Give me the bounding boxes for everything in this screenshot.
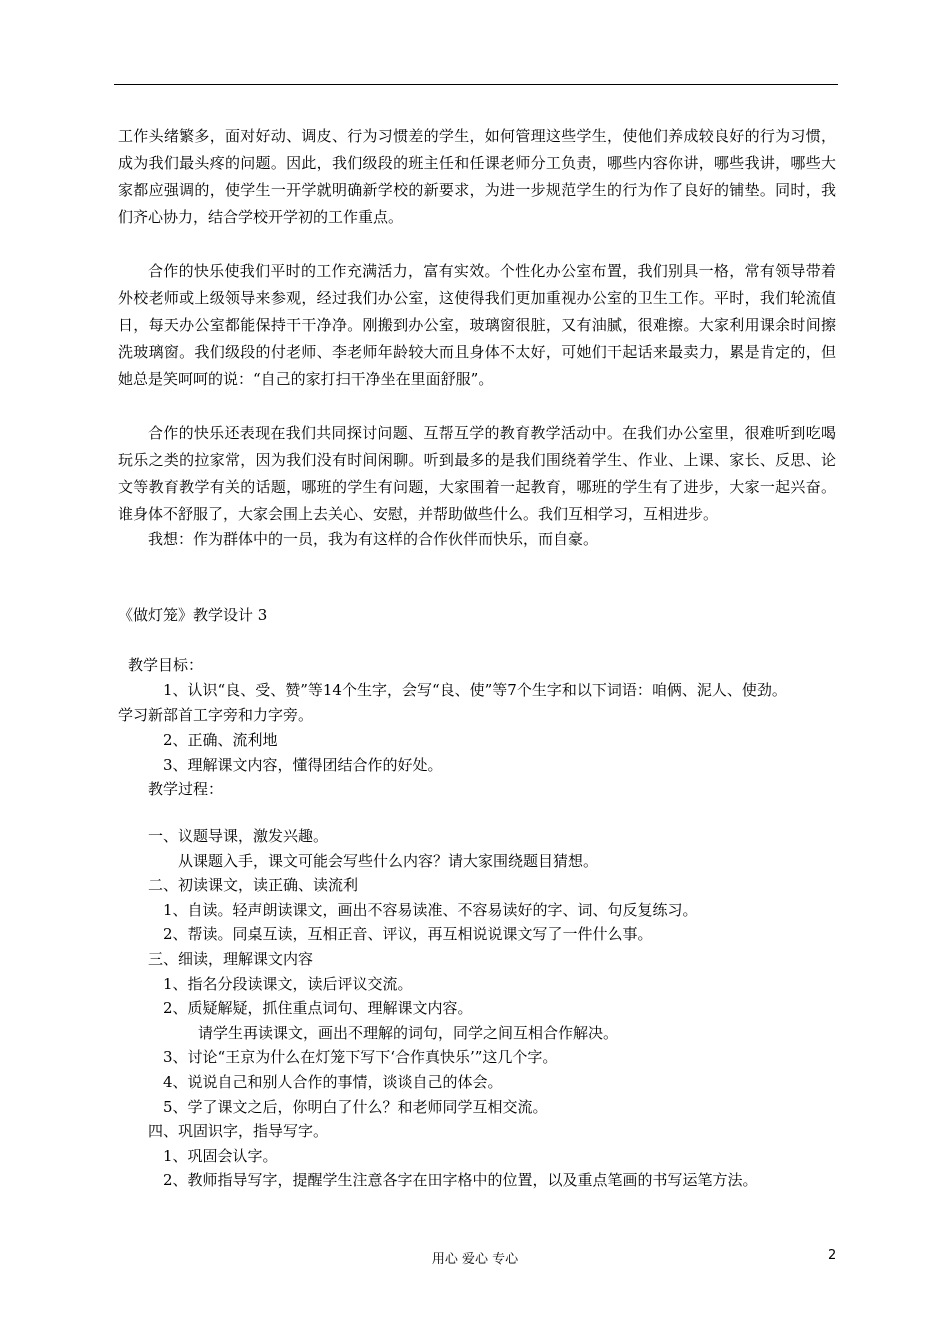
process-step: 5、学了课文之后，你明白了什么？和老师同学互相交流。 (163, 1098, 548, 1116)
process-step: 三、细读，理解课文内容 (148, 950, 314, 968)
process-step: 从课题入手，课文可能会写些什么内容？请大家围绕题目猜想。 (178, 852, 599, 870)
paragraph-4 (118, 526, 836, 553)
process-step: 1、巩固会认字。 (163, 1147, 278, 1165)
paragraph-3-text: 合作的快乐还表现在我们共同探讨问题、互帮互学的教育教学活动中。在我们办公室里，很难听到吃喝玩乐之类的拉家常，因为我们没有时间闲聊。听到最多的是我们围绕着学生、作业、上课、家长、反思、论文等教育教学有关的话题，哪班的学生有问题，大家围着一起教育，哪班的学生有了进步，大家一起兴奋。谁身体不舒服了，大家会围上去关心、安慰，并帮助做些什么。我们互相学习，互相进步。 (118, 424, 836, 523)
header-rule (114, 84, 838, 85)
process-step: 二、初读课文，读正确、读流利 (148, 876, 359, 894)
process-step: 四、巩固识字，指导写字。 (148, 1122, 329, 1140)
process-step: 3、讨论“王京为什么在灯笼下写下‘合作真快乐’”这几个字。 (163, 1048, 558, 1066)
process-step: 1、自读。轻声朗读课文，画出不容易读准、不容易读好的字、词、句反复练习。 (163, 901, 698, 919)
goals-heading: 教学目标： (128, 656, 204, 674)
goal-1-continued: 学习新部首工字旁和力字旁。 (118, 706, 314, 724)
paragraph-2 (118, 258, 836, 393)
section-title: 《做灯笼》教学设计 3 (118, 606, 268, 624)
paragraph-1-text: 工作头绪繁多，面对好动、调皮、行为习惯差的学生，如何管理这些学生，使他们养成较良好的行为习惯，成为我们最头疼的问题。因此，我们级段的班主任和任课老师分工负责，哪些内容你讲，哪些我讲，哪些大家都应强调的，使学生一开学就明确新学校的新要求，为进一步规范学生的行为作了良好的铺垫。同时，我们齐心协力，结合学校开学初的工作重点。 (118, 127, 836, 226)
paragraph-1 (118, 123, 836, 231)
process-step: 1、指名分段读课文，读后评议交流。 (163, 975, 413, 993)
paragraph-4-text: 我想：作为群体中的一员，我为有这样的合作伙伴而快乐，而自豪。 (148, 530, 599, 548)
process-step: 请学生再读课文，画出不理解的词句，同学之间互相合作解决。 (198, 1024, 619, 1042)
process-step: 2、帮读。同桌互读，互相正音、评议，再互相说说课文写了一件什么事。 (163, 925, 653, 943)
process-heading: 教学过程： (148, 780, 224, 798)
goal-2: 2、正确、流利地 (163, 731, 278, 749)
page-number: 2 (828, 1248, 837, 1263)
process-step: 一、议题导课，激发兴趣。 (148, 827, 329, 845)
page-footer: 用心 爱心 专心 (431, 1252, 519, 1267)
goal-3: 3、理解课文内容，懂得团结合作的好处。 (163, 756, 443, 774)
process-step: 2、教师指导写字，提醒学生注意各字在田字格中的位置，以及重点笔画的书写运笔方法。 (163, 1171, 758, 1189)
process-step: 4、说说自己和别人合作的事情，谈谈自己的体会。 (163, 1073, 503, 1091)
paragraph-3 (118, 420, 836, 528)
paragraph-2-text: 合作的快乐使我们平时的工作充满活力，富有实效。个性化办公室布置，我们别具一格，常有领导带着外校老师或上级领导来参观，经过我们办公室，这使得我们更加重视办公室的卫生工作。平时，我们轮流值日，每天办公室都能保持干干净净。刚搬到办公室，玻璃窗很脏，又有油腻，很难擦。大家利用课余时间擦洗玻璃窗。我们级段的付老师、李老师年龄较大而且身体不太好，可她们干起话来最卖力，累是肯定的，但她总是笑呵呵的说：“自己的家打扫干净坐在里面舒服”。 (118, 262, 836, 388)
goal-1: 1、认识“良、受、赞”等14个生字，会写“良、使”等7个生字和以下词语：咱俩、泥人、使劲。 (163, 681, 787, 699)
process-step: 2、质疑解疑，抓住重点词句、理解课文内容。 (163, 999, 473, 1017)
